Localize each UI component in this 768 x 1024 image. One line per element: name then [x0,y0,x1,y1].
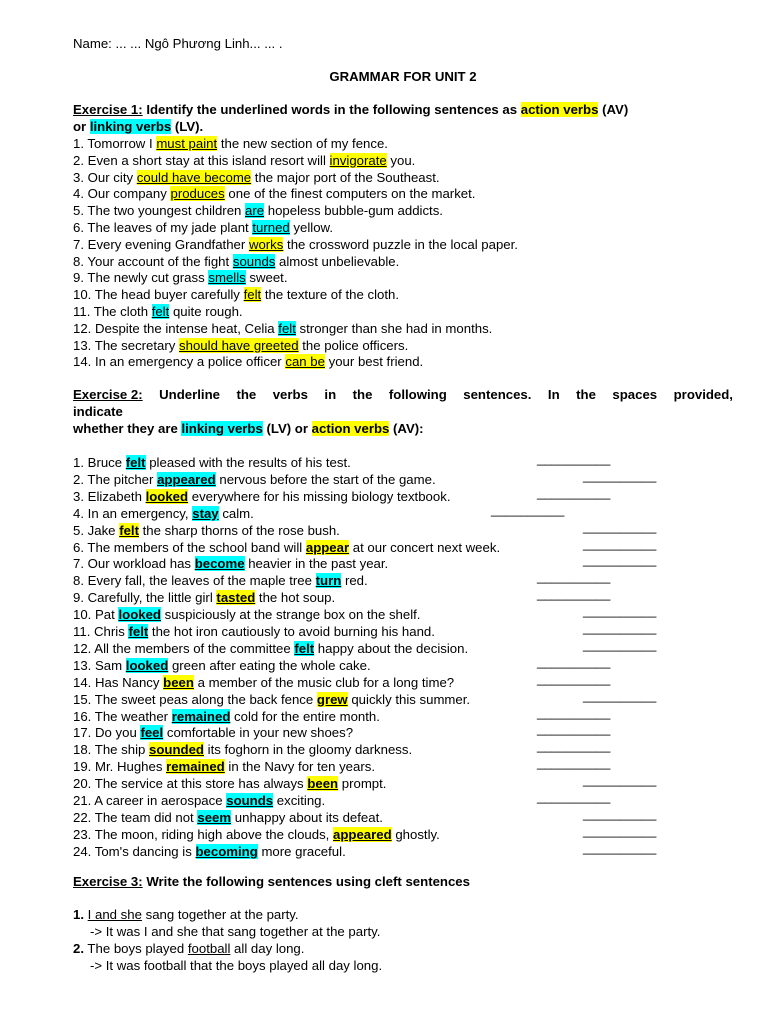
answer-blank[interactable]: __________ [583,603,657,619]
ex1-underlined-verb: could have become [136,169,252,185]
ex1-underlined-verb: turned [252,220,290,235]
ex1-underlined-verb: felt [243,287,262,303]
ex2-sentence: 22. The team did not seem unhappy about its defeat. [73,809,383,825]
ex2-instruction-line3: whether they are linking verbs (LV) or action verbs (AV): [73,421,424,436]
ex2-sentence: 7. Our workload has become heavier in the past year. [73,556,389,572]
ex2-verb: been [163,674,194,690]
ex2-verb: turn [315,573,342,589]
answer-blank[interactable]: __________ [537,789,611,804]
ex2-sentence: 16. The weather remained cold for the entire month. [73,708,380,724]
answer-blank[interactable]: __________ [583,772,657,788]
answer-blank[interactable]: __________ [583,467,657,483]
ex2-sentence: 10. Pat looked suspiciously at the strange box on the shelf. [73,607,421,623]
ex2-verb: become [194,556,245,572]
ex2-instruction-word: Underline [159,387,220,402]
ex2-verb: looked [145,488,189,504]
student-name-line: Name: ... ... Ngô Phương Linh... ... . [73,36,283,51]
answer-blank[interactable]: __________ [537,755,611,771]
ex2-sentence: 1. Bruce felt pleased with the results of his test. [73,455,351,470]
ex2-sentence: 8. Every fall, the leaves of the maple tree turn red. [73,573,368,589]
ex2-sentence: 12. All the members of the committee felt happy about the decision. [73,640,469,656]
answer-blank[interactable]: __________ [537,451,611,466]
ex1-sentence: 7. Every evening Grandfather works the crossword puzzle in the local paper. [73,236,518,252]
ex2-label: Exercise 2: [73,387,143,402]
ex1-instruction-line2: or linking verbs (LV). [73,119,204,134]
ex2-verb: felt [294,640,315,656]
ex2-sentence: 3. Elizabeth looked everywhere for his missing biology textbook. [73,488,451,504]
ex1-underlined-verb: produces [170,186,225,202]
ex1-sentence: 4. Our company produces one of the finest computers on the market. [73,186,476,202]
answer-blank[interactable]: __________ [583,822,657,838]
answer-blank[interactable]: __________ [537,653,611,669]
answer-blank[interactable]: __________ [583,636,657,652]
ex1-sentence: 11. The cloth felt quite rough. [73,304,243,319]
ex1-linking-verbs-key: linking verbs [89,119,172,134]
ex2-sentence: 18. The ship sounded its foghorn in the gloomy darkness. [73,742,413,758]
ex1-sentence: 10. The head buyer carefully felt the texture of the cloth. [73,287,399,303]
ex1-sentence: 1. Tomorrow I must paint the new section of my fence. [73,136,388,151]
ex3-answer-2: -> It was football that the boys played all day long. [90,958,383,973]
ex2-sentence: 4. In an emergency, stay calm. [73,505,254,521]
ex3-instruction: Exercise 3: Write the following sentences using cleft sentences [73,874,470,889]
ex1-label: Exercise 1: [73,102,143,117]
ex2-sentence: 21. A career in aerospace sounds exciting. [73,793,326,808]
answer-blank[interactable]: __________ [583,839,657,855]
ex1-underlined-verb: felt [151,304,170,319]
ex1-action-verbs-key: action verbs [520,102,599,117]
ex1-sentence: 8. Your account of the fight sounds almost unbelievable. [73,253,400,269]
ex2-sentence: 11. Chris felt the hot iron cautiously to avoid burning his hand. [73,624,435,639]
ex2-instruction-word: following [388,387,447,402]
answer-blank[interactable]: __________ [537,484,611,500]
answer-blank[interactable]: __________ [537,670,611,686]
ex2-verb: appeared [333,826,392,842]
ex2-verb: been [307,776,339,792]
answer-blank[interactable]: __________ [583,518,657,534]
ex2-instruction-word: in [324,387,337,402]
ex1-underlined-verb: invigorate [329,152,387,168]
answer-blank[interactable]: __________ [583,687,657,703]
ex1-underlined-verb: can be [285,354,325,370]
ex1-sentence: 14. In an emergency a police officer can be your best friend. [73,354,424,370]
ex2-sentence: 5. Jake felt the sharp thorns of the rose bush. [73,522,340,538]
ex1-underlined-verb: felt [278,320,296,336]
ex2-sentence: 6. The members of the school band will appear at our concert next week. [73,539,501,555]
ex2-instruction-word: spaces [612,387,658,402]
ex3-label: Exercise 3: [73,874,143,889]
answer-blank[interactable]: __________ [537,586,611,602]
ex2-instruction-word: sentences. [463,387,532,402]
ex1-instruction-line1: Exercise 1: Identify the underlined words in the following sentences as action verbs (AV) [73,102,629,117]
page-title: GRAMMAR FOR UNIT 2 [329,69,477,84]
ex2-verb: tasted [216,590,256,606]
ex1-sentence: 3. Our city could have become the major port of the Southeast. [73,169,440,185]
ex2-sentence: 9. Carefully, the little girl tasted the hot soup. [73,590,336,606]
ex2-verb: looked [118,607,161,623]
ex2-verb: seem [197,809,232,825]
answer-blank[interactable]: __________ [583,535,657,551]
ex3-item-1: 1. I and she sang together at the party. [73,907,299,922]
ex3-item-2: 2. The boys played football all day long. [73,941,305,956]
ex2-verb: felt [125,455,146,470]
ex2-instruction-line2: indicate [73,404,123,419]
ex1-sentence: 9. The newly cut grass smells sweet. [73,270,288,286]
ex2-sentence: 19. Mr. Hughes remained in the Navy for ten years. [73,759,375,775]
ex1-underlined-verb: should have greeted [179,337,299,353]
ex2-action-verbs-key: action verbs [311,421,390,436]
ex1-sentence: 5. The two youngest children are hopeless bubble-gum addicts. [73,203,443,219]
ex1-underlined-verb: must paint [156,136,218,151]
ex2-sentence: 15. The sweet peas along the back fence grew quickly this summer. [73,691,471,707]
ex2-verb: remained [171,708,231,724]
ex2-instruction-word: the [236,387,257,402]
ex1-sentence: 13. The secretary should have greeted the police officers. [73,337,409,353]
ex2-verb: appear [305,539,350,555]
answer-blank[interactable]: __________ [537,721,611,737]
answer-blank[interactable]: __________ [583,620,657,635]
ex1-sentence: 2. Even a short stay at this island resort will invigorate you. [73,152,416,168]
ex2-linking-verbs-key: linking verbs [181,421,263,436]
answer-blank[interactable]: __________ [537,738,611,754]
ex2-verb: felt [119,522,139,538]
ex2-sentence: 13. Sam looked green after eating the whole cake. [73,657,371,673]
ex1-underlined-verb: sounds [232,253,276,269]
ex2-sentence: 23. The moon, riding high above the clouds, appeared ghostly. [73,826,440,842]
ex1-underlined-verb: are [245,203,265,219]
ex2-instruction-word: provided, [673,387,733,402]
ex3-answer-1: -> It was I and she that sang together at the party. [90,924,381,939]
ex2-verb: looked [125,657,169,673]
ex2-instruction-word: the [352,387,373,402]
ex2-sentence: 17. Do you feel comfortable in your new shoes? [73,725,354,741]
ex2-sentence: 2. The pitcher appeared nervous before the start of the game. [73,471,436,487]
ex2-verb: grew [316,691,348,707]
ex2-sentence: 14. Has Nancy been a member of the music club for a long time? [73,674,455,690]
ex2-instruction-word: In [547,387,560,402]
ex2-verb: feel [140,725,164,741]
answer-blank[interactable]: __________ [583,805,657,821]
ex1-sentence: 6. The leaves of my jade plant turned yellow. [73,220,334,235]
ex2-instruction-word: verbs [272,387,308,402]
ex1-sentence: 12. Despite the intense heat, Celia felt stronger than she had in months. [73,320,493,336]
ex2-verb: sounded [149,742,204,758]
answer-blank[interactable]: __________ [537,569,611,585]
ex2-verb: sounds [226,793,274,808]
ex2-instruction-word: the [576,387,596,402]
ex2-sentence: 20. The service at this store has always been prompt. [73,776,387,792]
ex2-instruction-line1 [73,387,733,403]
answer-blank[interactable]: __________ [583,552,657,568]
ex1-underlined-verb: smells [208,270,246,286]
ex2-verb: becoming [195,843,258,859]
ex2-verb: remained [166,759,225,775]
ex2-verb: appeared [157,471,216,487]
answer-blank[interactable]: __________ [537,704,611,720]
ex1-underlined-verb: works [248,236,284,252]
ex2-verb: felt [128,624,149,639]
ex2-verb: stay [192,505,219,521]
answer-blank[interactable]: __________ [491,501,565,517]
ex2-sentence: 24. Tom's dancing is becoming more graceful. [73,843,346,859]
